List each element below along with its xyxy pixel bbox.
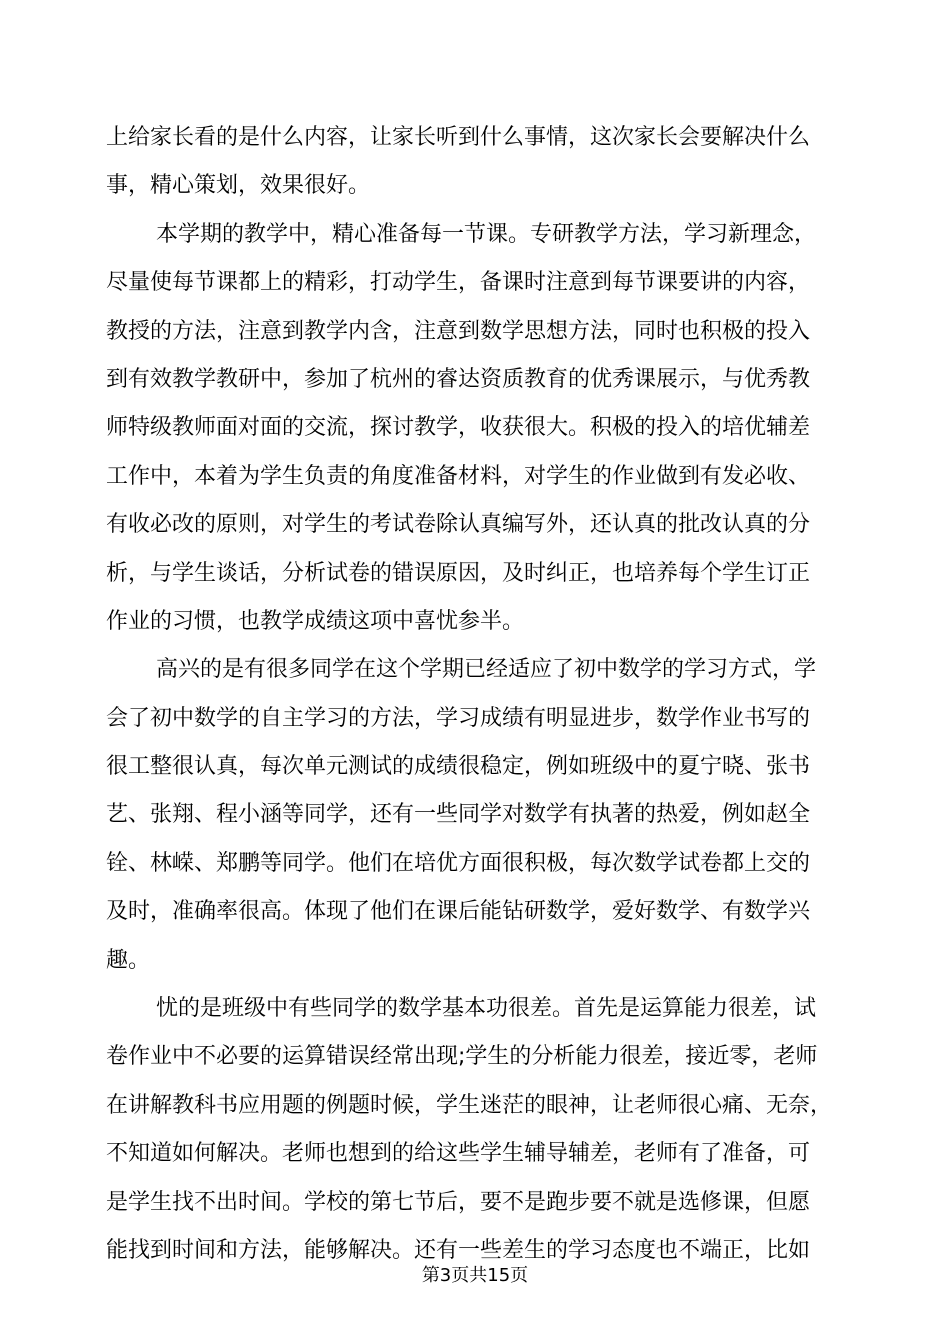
text-line: 很工整很认真，每次单元测试的成绩很稳定，例如班级中的夏宁晓、张书 [106, 754, 811, 780]
text-line: 铨、林嵘、郑鹏等同学。他们在培优方面很积极，每次数学试卷都上交的 [106, 850, 811, 876]
text-line: 会了初中数学的自主学习的方法，学习成绩有明显进步，数学作业书写的 [106, 705, 811, 731]
text-line: 有收必改的原则，对学生的考试卷除认真编写外，还认真的批改认真的分 [106, 512, 811, 538]
text-line: 不知道如何解决。老师也想到的给这些学生辅导辅差，老师有了准备，可 [106, 1141, 811, 1167]
text-line: 是学生找不出时间。学校的第七节后，要不是跑步要不就是选修课，但愿 [106, 1189, 811, 1215]
text-line: 析，与学生谈话，分析试卷的错误原因，及时纠正，也培养每个学生订正 [106, 560, 811, 586]
paragraph-first-line: 忧的是班级中有些同学的数学基本功很差。首先是运算能力很差，试 [156, 996, 817, 1022]
text-line: 卷作业中不必要的运算错误经常出现;学生的分析能力很差，接近零，老师 [106, 1044, 818, 1070]
text-line: 工作中，本着为学生负责的角度准备材料，对学生的作业做到有发必收、 [106, 463, 811, 489]
text-line: 上给家长看的是什么内容，让家长听到什么事情，这次家长会要解决什么 [106, 125, 811, 150]
text-line: 在讲解教科书应用题的例题时候，学生迷茫的眼神，让老师很心痛、无奈， [106, 1092, 833, 1118]
text-line: 及时，准确率很高。体现了他们在课后能钻研数学，爱好数学、有数学兴 [106, 899, 811, 925]
text-line: 事，精心策划，效果很好。 [106, 173, 371, 199]
text-line: 作业的习惯，也教学成绩这项中喜忧参半。 [106, 608, 525, 634]
text-line: 师特级教师面对面的交流，探讨教学，收获很大。积极的投入的培优辅差 [106, 415, 811, 441]
body-text [106, 114, 846, 1275]
text-line: 教授的方法，注意到教学内含，注意到数学思想方法，同时也积极的投入 [106, 318, 811, 344]
page-number-footer: 第3页共15页 [421, 1265, 529, 1286]
text-line: 尽量使每节课都上的精彩，打动学生，备课时注意到每节课要讲的内容， [106, 270, 811, 296]
text-line: 能找到时间和方法，能够解决。还有一些差生的学习态度也不端正，比如 [106, 1237, 811, 1263]
text-line: 艺、张翔、程小涵等同学，还有一些同学对数学有执著的热爱，例如赵全 [106, 802, 811, 828]
text-line: 到有效教学教研中，参加了杭州的睿达资质教育的优秀课展示，与优秀教 [106, 366, 811, 392]
paragraph-first-line: 高兴的是有很多同学在这个学期已经适应了初中数学的学习方式，学 [156, 657, 817, 683]
text-line: 趣。 [106, 947, 151, 973]
paragraph-first-line: 本学期的教学中，精心准备每一节课。专研教学方法，学习新理念， [156, 221, 817, 247]
